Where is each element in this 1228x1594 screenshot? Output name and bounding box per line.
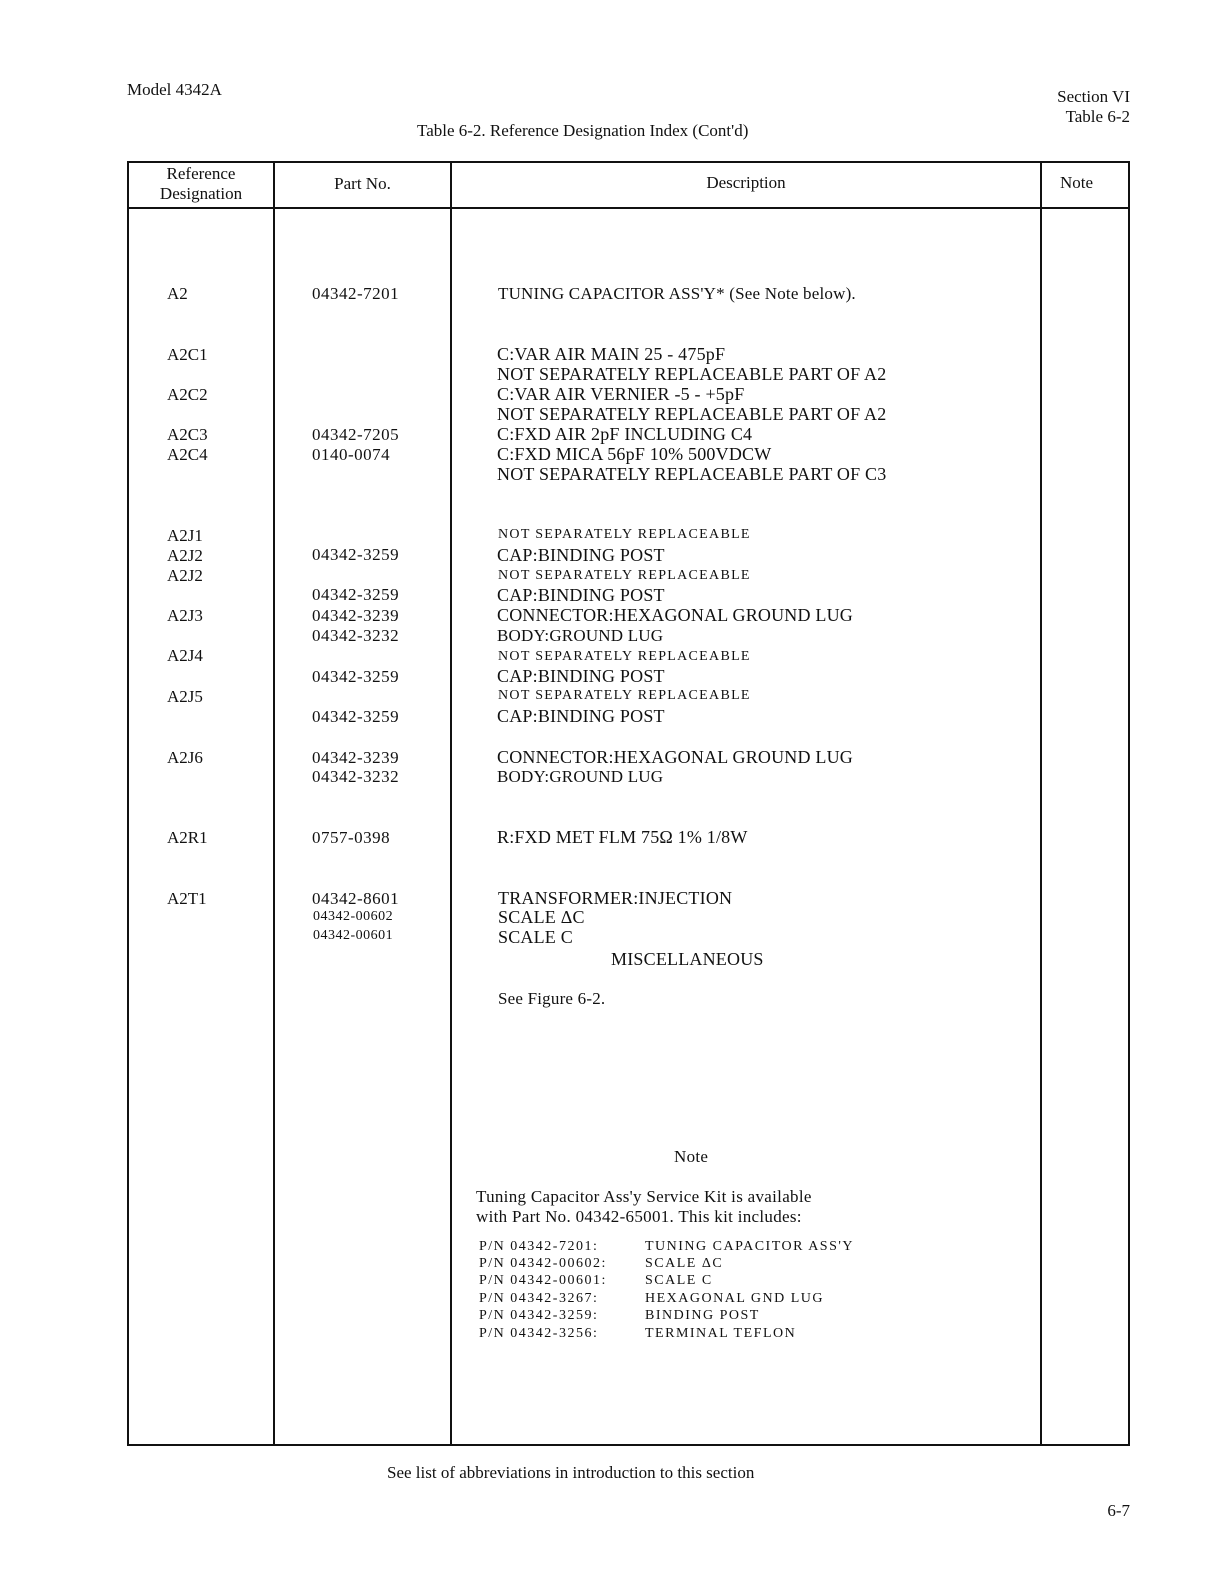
column-divider [273, 161, 275, 1446]
column-header-reference-line2: Designation [159, 184, 243, 203]
header-rule [127, 207, 1130, 209]
description-text: BODY:GROUND LUG [497, 767, 664, 786]
description-text: NOT SEPARATELY REPLACEABLE [498, 568, 751, 583]
ref-designation: A2C4 [167, 445, 208, 464]
description-text: C:VAR AIR MAIN 25 - 475pF [497, 344, 726, 364]
note-line: Tuning Capacitor Ass'y Service Kit is available [476, 1187, 812, 1206]
ref-designation: A2J4 [167, 646, 203, 665]
kit-part-number: P/N 04342-00601: [479, 1273, 607, 1288]
description-text: CAP:BINDING POST [497, 666, 665, 686]
part-number: 04342-3232 [312, 626, 400, 645]
column-divider [1040, 161, 1042, 1446]
description-text: CAP:BINDING POST [497, 545, 665, 565]
kit-part-number: P/N 04342-3256: [479, 1326, 599, 1341]
part-number: 04342-3259 [312, 707, 400, 726]
description-text: CAP:BINDING POST [497, 706, 665, 726]
ref-designation: A2J1 [167, 526, 203, 545]
part-number: 04342-3232 [312, 767, 400, 786]
description-text: C:VAR AIR VERNIER -5 - +5pF [497, 384, 745, 404]
description-text: NOT SEPARATELY REPLACEABLE PART OF A2 [497, 404, 887, 424]
description-text: NOT SEPARATELY REPLACEABLE PART OF A2 [497, 364, 887, 384]
description-text: CONNECTOR:HEXAGONAL GROUND LUG [497, 605, 853, 625]
description-text: SCALE C [498, 927, 573, 947]
ref-designation: A2J3 [167, 606, 203, 625]
model-label: Model 4342A [127, 80, 222, 99]
column-header-reference [129, 164, 273, 204]
ref-designation: A2J5 [167, 687, 203, 706]
kit-part-description: TERMINAL TEFLON [645, 1326, 797, 1341]
description-text: NOT SEPARATELY REPLACEABLE [498, 688, 751, 703]
kit-part-number: P/N 04342-3267: [479, 1291, 599, 1306]
description-text: C:FXD AIR 2pF INCLUDING C4 [497, 424, 753, 444]
column-header-reference-line1: Reference [166, 164, 236, 183]
description-text: NOT SEPARATELY REPLACEABLE [498, 527, 751, 542]
note-heading: Note [674, 1147, 709, 1166]
part-number: 04342-8601 [312, 889, 400, 908]
ref-designation: A2C1 [167, 345, 208, 364]
part-number: 04342-7201 [312, 284, 400, 303]
part-number: 04342-3259 [312, 585, 400, 604]
note-line: with Part No. 04342-65001. This kit includes: [476, 1207, 802, 1226]
ref-designation: A2C2 [167, 385, 208, 404]
ref-designation: A2J2 [167, 546, 203, 565]
ref-designation: A2C3 [167, 425, 208, 444]
description-text: R:FXD MET FLM 75Ω 1% 1/8W [497, 827, 748, 847]
column-header-description: Description [706, 173, 786, 192]
kit-part-number: P/N 04342-00602: [479, 1256, 607, 1271]
ref-designation: A2J6 [167, 748, 203, 767]
kit-part-description: SCALE C [645, 1273, 713, 1288]
column-divider [450, 161, 452, 1446]
table-title: Table 6-2. Reference Designation Index (Cont'd) [417, 121, 749, 140]
part-number: 04342-00602 [313, 909, 394, 924]
column-header-part-no: Part No. [334, 174, 391, 193]
description-text: CAP:BINDING POST [497, 585, 665, 605]
section-label: Section VI [1057, 87, 1130, 106]
description-text: TRANSFORMER:INJECTION [498, 888, 733, 908]
part-number: 04342-3259 [312, 667, 400, 686]
ref-designation: A2 [167, 284, 188, 303]
description-text: CONNECTOR:HEXAGONAL GROUND LUG [497, 747, 853, 767]
kit-part-description: TUNING CAPACITOR ASS'Y [645, 1239, 855, 1254]
ref-designation: A2R1 [167, 828, 208, 847]
kit-part-description: SCALE ΔC [645, 1256, 724, 1271]
kit-part-number: P/N 04342-7201: [479, 1239, 599, 1254]
kit-part-number: P/N 04342-3259: [479, 1308, 599, 1323]
part-number: 04342-00601 [313, 928, 394, 943]
part-number: 04342-3259 [312, 545, 400, 564]
column-header-note: Note [1060, 173, 1094, 192]
part-number: 0757-0398 [312, 828, 391, 847]
part-number: 04342-7205 [312, 425, 400, 444]
ref-designation: A2T1 [167, 889, 207, 908]
page-number: 6-7 [1107, 1501, 1130, 1520]
description-text: NOT SEPARATELY REPLACEABLE PART OF C3 [497, 464, 887, 484]
description-text: SCALE ΔC [498, 907, 585, 927]
description-text: See Figure 6-2. [498, 989, 606, 1008]
section-heading-miscellaneous: MISCELLANEOUS [611, 949, 764, 969]
part-number: 0140-0074 [312, 445, 391, 464]
kit-part-description: HEXAGONAL GND LUG [645, 1291, 824, 1306]
kit-part-description: BINDING POST [645, 1308, 760, 1323]
ref-designation: A2J2 [167, 566, 203, 585]
description-text: NOT SEPARATELY REPLACEABLE [498, 649, 751, 664]
part-number: 04342-3239 [312, 748, 400, 767]
description-text: TUNING CAPACITOR ASS'Y* (See Note below). [498, 284, 856, 303]
description-text: C:FXD MICA 56pF 10% 500VDCW [497, 444, 772, 464]
abbreviations-note: See list of abbreviations in introduction to this section [387, 1463, 755, 1482]
table-ref-label: Table 6-2 [1065, 107, 1130, 126]
part-number: 04342-3239 [312, 606, 400, 625]
description-text: BODY:GROUND LUG [497, 626, 664, 645]
